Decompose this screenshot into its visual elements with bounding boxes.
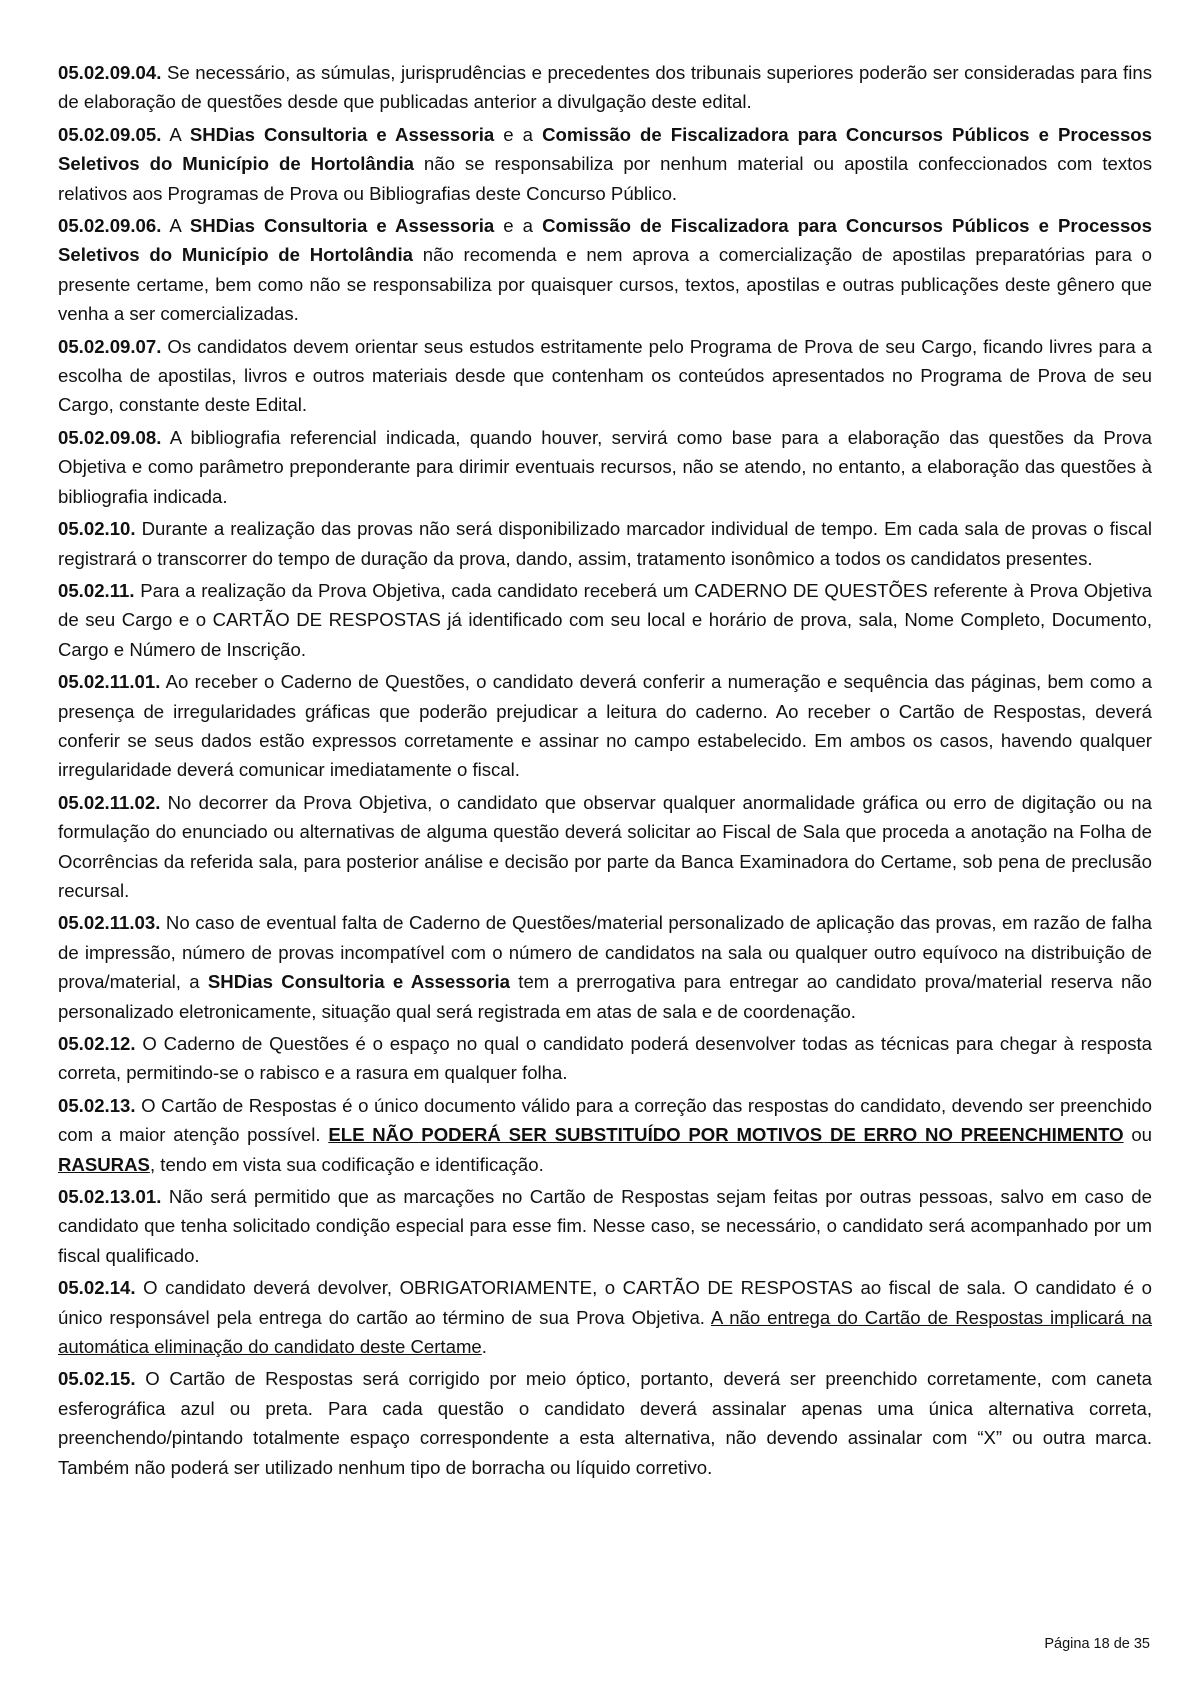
clause-text: Para a realização da Prova Objetiva, cada candidato receberá um CADERNO DE QUESTÕES referente à Prova Objetiva de seu Cargo e o CARTÃO DE RESPOSTAS já identificado com seu local e horário de prova, sala, Nome Completo, Documento, Cargo e Número de Inscrição. [58,579,1152,660]
clause-paragraph [58,667,1152,785]
clause-text: O Cartão de Respostas é o único documento válido para a correção das respostas do candidato, devendo ser preenchido com a maior atenção possível. [58,1094,1152,1146]
clause-text: A bibliografia referencial indicada, quando houver, servirá como base para a elaboração das questões da Prova Objetiva e como parâmetro preponderante para dirimir eventuais recursos, não se atendo, no entanto, a elaboração das questões à bibliografia indicada. [58,426,1152,507]
clause-number: 05.02.09.06. [58,215,162,237]
clause-number: 05.02.13.01. [58,1186,162,1208]
clause-text: Não será permitido que as marcações no Cartão de Respostas sejam feitas por outras pessoas, salvo em caso de candidato que tenha solicitado condição especial para esse fim. Nesse caso, se necessário, o candidato será acompanhado por um fiscal qualificado. [58,1186,1152,1266]
clause-number: 05.02.12. [58,1033,136,1054]
clause-paragraph [58,788,1152,906]
clause-paragraph [58,120,1152,208]
clause-text: , tendo em vista sua codificação e identificação. [149,1153,544,1175]
clause-number: 05.02.13. [58,1094,136,1116]
clause-text: . [481,1336,487,1358]
emphasized-text: ELE NÃO PODERÁ SER SUBSTITUÍDO POR MOTIVOS DE ERRO NO PREENCHIMENTO [328,1124,1124,1146]
emphasized-text: Comissão de Fiscalizadora para Concursos Públicos e Processos Seletivos do Município de Hortolândia [58,215,1153,266]
page-number: Página 18 de 35 [1044,1636,1150,1652]
clause-text: Se necessário, as súmulas, jurisprudências e precedentes dos tribunais superiores poderão ser consideradas para fins de elaboração de questões desde que publicadas anterior a divulgação deste edital. [58,62,1152,113]
clause-text: tem a prerrogativa para entregar ao candidato prova/material reserva não personalizado eletronicamente, situação qual será registrada em atas de sala e de coordenação. [58,971,1152,1022]
clause-number: 05.02.09.07. [58,335,162,357]
clause-paragraph [58,1091,1152,1179]
clause-paragraph [58,1029,1152,1088]
clause-paragraph [58,514,1152,573]
clause-paragraph [58,576,1152,664]
clause-text: ou [1123,1124,1153,1146]
clause-number: 05.02.09.04. [58,62,162,83]
clause-text: O candidato deverá devolver, OBRIGATORIAMENTE, o CARTÃO DE RESPOSTAS ao fiscal de sala. O candidato é o único responsável pela entrega do cartão ao término de sua Prova Objetiva. [58,1277,1152,1328]
underlined-text: A não entrega do Cartão de Respostas implicará na automática eliminação do candidato deste Certame [58,1306,1152,1358]
clause-number: 05.02.15. [58,1368,136,1390]
emphasized-text: SHDias Consultoria e Assessoria [207,971,511,993]
clause-text: Durante a realização das provas não será disponibilizado marcador individual de tempo. Em cada sala de provas o fiscal registrará o transcorrer do tempo de duração da prova, dando, assim, tratamento isonômico a todos os candidatos presentes. [58,518,1152,569]
clause-number: 05.02.11.02. [58,791,161,813]
document-body [58,58,1152,1485]
clause-number: 05.02.09.08. [58,426,162,448]
clause-number: 05.02.10. [58,518,136,540]
emphasized-text: SHDias Consultoria e Assessoria [189,123,495,145]
clause-text: não se responsabiliza por nenhum material ou apostila confeccionados com textos relativos aos Programas de Prova ou Bibliografias deste Concurso Público. [58,153,1152,204]
clause-number: 05.02.11.01. [58,671,161,693]
clause-text: O Cartão de Respostas será corrigido por meio óptico, portanto, deverá ser preenchido corretamente, com caneta esferográfica azul ou preta. Para cada questão o candidato deverá assinalar apenas uma única alternativa correta, preenchendo/pintando totalmente espaço correspondente a esta alternativa, não devendo assinalar com “X” ou outra marca. Também não poderá ser utilizado nenhum tipo de borracha ou líquido corretivo. [58,1368,1152,1478]
clause-number: 05.02.11. [58,579,135,601]
clause-text: A [161,215,190,237]
clause-paragraph [58,58,1152,117]
clause-text: No decorrer da Prova Objetiva, o candidato que observar qualquer anormalidade gráfica ou erro de digitação ou na formulação do enunciado ou alternativas de alguma questão deverá solicitar ao Fiscal de Sala que proceda a anotação na Folha de Ocorrências da referida sala, para posterior análise e decisão por parte da Banca Examinadora do Certame, sob pena de preclusão recursal. [58,791,1152,901]
clause-text: A [161,123,190,145]
clause-text: e a [494,215,543,237]
clause-number: 05.02.11.03. [58,912,161,934]
clause-paragraph [58,1273,1152,1361]
clause-paragraph [58,423,1152,511]
clause-text: e a [494,123,543,145]
clause-text: No caso de eventual falta de Caderno de Questões/material personalizado de aplicação das provas, em razão de falha de impressão, número de provas incompatível com o número de candidatos na sala ou qualquer outro equívoco na distribuição de prova/material, a [58,912,1152,993]
clause-paragraph [58,211,1152,329]
emphasized-text: RASURAS [58,1153,150,1175]
clause-text: Os candidatos devem orientar seus estudos estritamente pelo Programa de Prova de seu Cargo, ficando livres para a escolha de apostilas, livros e outros materiais desde que contenham os conteúdos apresentados no Programa de Prova de seu Cargo, constante deste Edital. [58,335,1152,416]
emphasized-text: SHDias Consultoria e Assessoria [189,215,495,237]
clause-paragraph [58,1182,1152,1270]
clause-paragraph [58,332,1152,420]
clause-number: 05.02.14. [58,1277,136,1299]
clause-paragraph [58,908,1152,1026]
clause-text: Ao receber o Caderno de Questões, o candidato deverá conferir a numeração e sequência das páginas, bem como a presença de irregularidades gráficas que poderão prejudicar a leitura do caderno. Ao receber o Cartão de Respostas, deverá conferir se seus dados estão expressos corretamente e assinar no campo estabelecido. Em ambos os casos, havendo qualquer irregularidade deverá comunicar imediatamente o fiscal. [58,671,1152,781]
clause-paragraph [58,1364,1152,1482]
clause-text: não recomenda e nem aprova a comercialização de apostilas preparatórias para o presente certame, bem como não se responsabiliza por quaisquer cursos, textos, apostilas e outras publicações deste gênero que venha a ser comercializadas. [58,244,1152,325]
clause-number: 05.02.09.05. [58,123,162,145]
clause-text: O Caderno de Questões é o espaço no qual o candidato poderá desenvolver todas as técnicas para chegar à resposta correta, permitindo-se o rabisco e a rasura em qualquer folha. [58,1033,1152,1084]
emphasized-text: Comissão de Fiscalizadora para Concursos Públicos e Processos Seletivos do Município de Hortolândia [58,123,1153,175]
